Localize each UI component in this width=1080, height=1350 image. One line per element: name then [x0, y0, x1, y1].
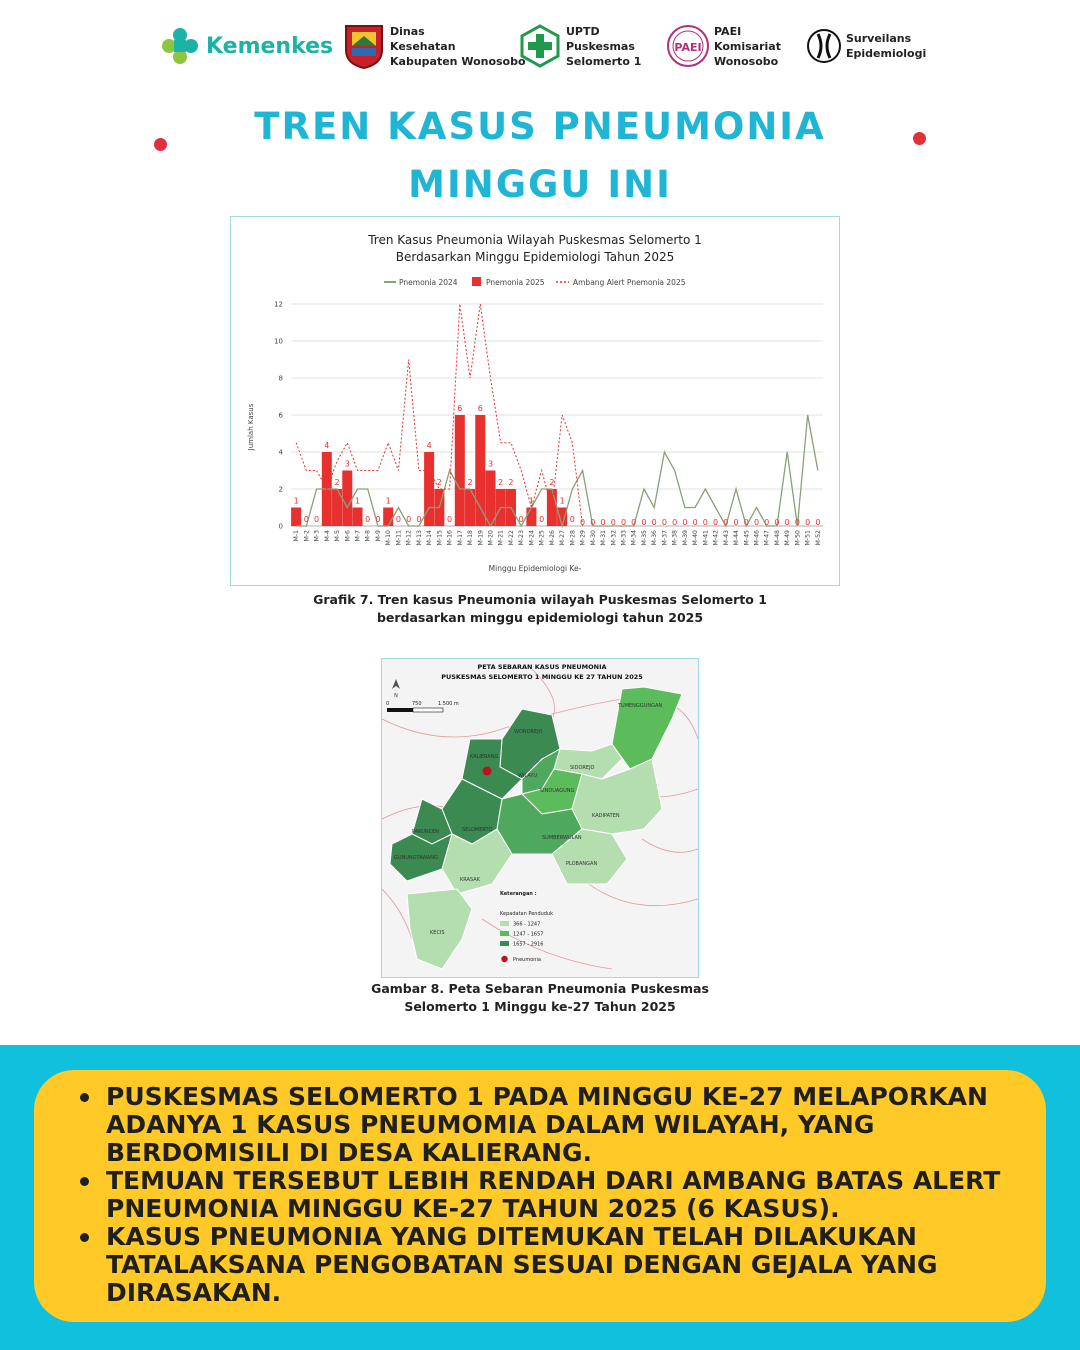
map-label-tumenggungan: TUMENGGUNGAN	[618, 703, 663, 709]
x-tick-M-20: M-20	[487, 530, 495, 546]
legend-label-alert: Ambang Alert Pnemonia 2025	[573, 278, 686, 287]
bar-M-24	[526, 508, 536, 527]
map-legend-low: 366 - 1247	[513, 921, 541, 928]
x-tick-M-19: M-19	[477, 530, 485, 546]
pneumonia-trend-chart	[231, 217, 839, 585]
data-label-M-19: 6	[477, 404, 483, 413]
x-tick-M-25: M-25	[538, 530, 546, 546]
data-label-M-47: 0	[764, 518, 770, 527]
bar-M-6	[342, 471, 352, 527]
data-label-M-2: 0	[303, 515, 309, 524]
bar-M-1	[291, 508, 301, 527]
map-label-sinduagung: SINDUAGUNG	[540, 788, 575, 794]
map-legend-case-dot	[501, 956, 507, 962]
data-label-M-38: 0	[672, 518, 678, 527]
data-label-M-9: 0	[375, 515, 381, 524]
x-tick-M-40: M-40	[692, 530, 700, 546]
data-label-M-1: 1	[293, 496, 299, 506]
map-caption	[0, 980, 1080, 1016]
chart-panel	[230, 216, 840, 586]
data-label-M-16: 0	[447, 515, 453, 524]
map-legend-swatch-mid	[500, 931, 509, 936]
data-label-M-23: 0	[518, 515, 524, 524]
x-tick-M-2: M-2	[303, 530, 311, 542]
page-title	[0, 98, 1080, 214]
surveilans-text	[846, 31, 926, 61]
x-tick-M-17: M-17	[456, 530, 464, 546]
data-label-M-25: 0	[539, 515, 545, 524]
map-label-krasak: KRASAK	[460, 877, 480, 883]
x-tick-M-41: M-41	[702, 530, 710, 546]
data-label-M-11: 0	[395, 515, 401, 524]
x-tick-M-23: M-23	[518, 530, 526, 546]
data-label-M-49: 0	[784, 518, 790, 527]
x-tick-M-11: M-11	[395, 530, 403, 546]
x-tick-M-3: M-3	[313, 530, 321, 542]
x-tick-M-12: M-12	[405, 530, 413, 546]
y-tick-6: 6	[278, 411, 283, 420]
data-label-M-32: 0	[610, 518, 616, 527]
x-tick-M-36: M-36	[651, 530, 659, 546]
data-label-M-15: 2	[436, 478, 442, 487]
x-tick-M-45: M-45	[743, 530, 751, 546]
x-tick-M-26: M-26	[548, 530, 556, 546]
x-tick-M-28: M-28	[569, 530, 577, 546]
x-tick-M-39: M-39	[681, 530, 689, 546]
map-legend-mid: 1247 - 1657	[513, 931, 544, 938]
x-tick-M-5: M-5	[334, 530, 342, 542]
data-label-M-14: 4	[426, 441, 432, 450]
x-tick-M-10: M-10	[385, 530, 393, 546]
uptd-line-1: UPTD	[566, 24, 600, 38]
bar-M-10	[383, 508, 393, 527]
data-label-M-52: 0	[815, 518, 821, 527]
dinas-line-2: Kesehatan	[390, 39, 456, 53]
logo-bar	[160, 18, 940, 78]
line-series-2024	[293, 415, 821, 527]
surveilans-line-1: Surveilans	[846, 32, 912, 45]
map-scale-0: 0	[386, 701, 390, 707]
map-label-gunungtawang: GUNUNGTAWANG	[394, 855, 438, 861]
data-label-M-18: 2	[467, 478, 473, 487]
x-tick-M-43: M-43	[722, 530, 730, 546]
data-label-M-46: 0	[753, 518, 760, 527]
data-label-M-35: 0	[641, 518, 647, 527]
x-tick-M-37: M-37	[661, 530, 669, 546]
y-tick-0: 0	[278, 522, 283, 531]
map-label-pakuncen: PAKUNCEN	[412, 829, 440, 835]
data-label-M-48: 0	[774, 518, 780, 527]
bar-M-19	[475, 415, 485, 526]
paei-text	[714, 24, 781, 69]
uptd-line-3: Selomerto 1	[566, 54, 642, 68]
data-label-M-8: 0	[365, 515, 371, 524]
map-legend-swatch-low	[500, 921, 509, 926]
map-legend-subtitle: Kepadatan Penduduk	[500, 911, 554, 917]
data-label-M-26: 2	[549, 478, 555, 487]
chart-caption-line-2: berdasarkan minggu epidemiologi tahun 2025	[376, 610, 704, 625]
x-tick-M-31: M-31	[600, 530, 608, 546]
x-tick-M-29: M-29	[579, 530, 587, 546]
x-tick-M-18: M-18	[467, 530, 475, 546]
data-label-M-43: 0	[723, 518, 729, 527]
data-label-M-42: 0	[713, 518, 719, 527]
data-label-M-10: 1	[385, 496, 391, 506]
x-tick-M-9: M-9	[374, 530, 382, 542]
data-label-M-36: 0	[651, 518, 657, 527]
paei-icon	[666, 24, 710, 68]
x-tick-M-30: M-30	[589, 530, 597, 546]
chart-caption	[0, 591, 1080, 627]
data-label-M-40: 0	[692, 518, 698, 527]
decor-dot-left	[154, 138, 167, 151]
map-legend-case-label: Pneumonia	[513, 957, 541, 963]
y-tick-8: 8	[278, 374, 283, 383]
x-tick-M-8: M-8	[364, 530, 372, 542]
data-label-M-5: 2	[334, 478, 340, 487]
chart-title-line-1: Tren Kasus Pneumonia Wilayah Puskesmas Selomerto 1	[368, 233, 702, 247]
chart-title-line-2: Berdasarkan Minggu Epidemiologi Tahun 2025	[395, 250, 675, 264]
map-legend-title: Keterangan :	[500, 891, 537, 897]
x-tick-M-16: M-16	[446, 530, 454, 546]
x-tick-M-33: M-33	[620, 530, 628, 546]
map-legend-swatch-high	[500, 941, 509, 946]
page-title-line-2: MINGGU INI	[408, 163, 672, 206]
x-tick-M-48: M-48	[773, 530, 781, 546]
puskesmas-icon	[520, 24, 560, 68]
wonosobo-crest-icon	[342, 22, 386, 70]
chart-x-ticks	[293, 530, 822, 546]
data-label-M-33: 0	[620, 518, 627, 527]
map-label-sidorejo: SIDOREJO	[570, 765, 595, 771]
map-scale-1500: 1.500 m	[438, 701, 459, 707]
y-tick-4: 4	[278, 448, 283, 457]
map-label-sumberwulan: SUMBERWULAN	[542, 835, 582, 841]
data-label-M-27: 1	[559, 496, 565, 506]
surveilans-logo	[806, 18, 926, 74]
dinas-line-1: Dinas	[390, 24, 425, 38]
data-label-M-41: 0	[702, 518, 708, 527]
paei-line-3: Wonosobo	[714, 54, 779, 68]
bar-M-20	[485, 471, 495, 527]
map-scale-bar-black	[387, 708, 413, 712]
chart-x-label: Minggu Epidemiologi Ke-	[488, 564, 582, 573]
map-title-line-2: PUSKESMAS SELOMERTO 1 MINGGU KE 27 TAHUN 2025	[441, 673, 643, 681]
data-label-M-24: 1	[528, 496, 534, 506]
paei-logo	[666, 18, 781, 74]
legend-swatch-2025	[472, 277, 481, 286]
data-label-M-28: 0	[569, 515, 575, 524]
bar-M-27	[557, 508, 567, 527]
dinas-text	[390, 24, 526, 69]
uptd-line-2: Puskesmas	[566, 39, 635, 53]
x-tick-M-44: M-44	[733, 530, 741, 546]
map-title-line-1: PETA SEBARAN KASUS PNEUMONIA	[477, 663, 607, 671]
map-case-dot	[483, 767, 492, 776]
x-tick-M-6: M-6	[344, 530, 352, 542]
legend-label-2024: Pnemonia 2024	[399, 278, 458, 287]
data-label-M-12: 0	[406, 515, 412, 524]
x-tick-M-13: M-13	[415, 530, 423, 546]
x-tick-M-51: M-51	[804, 530, 812, 546]
map-caption-line-1: Gambar 8. Peta Sebaran Pneumonia Puskesmas	[371, 981, 709, 996]
map-caption-line-2: Selomerto 1 Minggu ke-27 Tahun 2025	[404, 999, 676, 1014]
x-tick-M-15: M-15	[436, 530, 444, 546]
map-label-selomerto: SELOMERTO	[462, 827, 493, 833]
kemenkes-icon	[160, 26, 200, 66]
map-label-wonorejo: WONOREJO	[514, 729, 543, 735]
summary-list	[70, 1083, 1020, 1307]
data-label-M-4: 4	[324, 441, 330, 450]
page-title-line-1: TREN KASUS PNEUMONIA	[254, 105, 826, 148]
y-tick-2: 2	[278, 485, 283, 494]
summary-item-3: KASUS PNEUMONIA YANG DITEMUKAN TELAH DILAKUKAN TATALAKSANA PENGOBATAN SESUAI DENGAN GEJALA YANG DIRASAKAN.	[70, 1223, 1020, 1307]
paei-line-1: PAEI	[714, 24, 742, 38]
data-label-M-22: 2	[508, 478, 514, 487]
uptd-text	[566, 24, 641, 69]
map-north-label: N	[394, 693, 398, 699]
map-label-kecis: KECIS	[430, 930, 445, 936]
x-tick-M-32: M-32	[610, 530, 618, 546]
map-label-kadipaten: KADIPATEN	[592, 813, 620, 819]
x-tick-M-46: M-46	[753, 530, 761, 546]
y-tick-12: 12	[274, 300, 283, 309]
map-legend-high: 1657 - 2916	[513, 941, 544, 948]
data-label-M-3: 0	[314, 515, 320, 524]
kemenkes-logo	[160, 18, 333, 74]
summary-item-1: PUSKESMAS SELOMERTO 1 PADA MINGGU KE-27 MELAPORKAN ADANYA 1 KASUS PNEUMOMIA DALAM WILAYAH, YANG BERDOMISILI DI DESA KALIERANG.	[70, 1083, 1020, 1167]
x-tick-M-21: M-21	[497, 530, 505, 546]
data-label-M-31: 0	[600, 518, 606, 527]
surveilans-line-2: Epidemiologi	[846, 47, 927, 60]
data-label-M-34: 0	[631, 518, 637, 527]
kemenkes-label: Kemenkes	[206, 33, 334, 59]
x-tick-M-42: M-42	[712, 530, 720, 546]
dinas-logo	[342, 18, 526, 74]
data-label-M-50: 0	[794, 518, 800, 527]
bar-M-7	[352, 508, 362, 527]
map-scale-750: 750	[412, 701, 422, 707]
x-tick-M-38: M-38	[671, 530, 679, 546]
data-label-M-39: 0	[682, 518, 688, 527]
dinas-line-3: Kabupaten Wonosobo	[390, 54, 526, 68]
x-tick-M-34: M-34	[630, 530, 638, 546]
x-tick-M-27: M-27	[559, 530, 567, 546]
y-tick-10: 10	[274, 337, 283, 346]
data-label-M-45: 0	[743, 518, 749, 527]
legend-label-2025: Pnemonia 2025	[486, 278, 545, 287]
x-tick-M-14: M-14	[426, 530, 434, 546]
map-scale-bar-white	[413, 708, 443, 712]
data-label-M-7: 1	[354, 496, 361, 506]
data-label-M-44: 0	[733, 518, 739, 527]
map-label-plobangan: PLOBANGAN	[566, 861, 598, 867]
paei-mark: PAEI	[674, 41, 702, 54]
x-tick-M-47: M-47	[763, 530, 771, 546]
distribution-map	[381, 658, 699, 978]
map-label-wilayu: WILAYU	[518, 773, 538, 779]
x-tick-M-50: M-50	[794, 530, 802, 546]
chart-legend	[384, 277, 686, 287]
chart-bars	[291, 415, 567, 526]
data-label-M-29: 0	[580, 518, 586, 527]
chart-caption-line-1: Grafik 7. Tren kasus Pneumonia wilayah Puskesmas Selomerto 1	[313, 592, 767, 607]
map-svg	[382, 659, 698, 977]
x-tick-M-24: M-24	[528, 530, 536, 546]
surveilans-icon	[806, 24, 842, 68]
x-tick-M-7: M-7	[354, 530, 362, 542]
data-label-M-13: 0	[416, 515, 422, 524]
data-label-M-17: 6	[457, 404, 463, 413]
bar-M-17	[455, 415, 465, 526]
x-tick-M-1: M-1	[293, 530, 301, 542]
x-tick-M-22: M-22	[507, 530, 515, 546]
data-label-M-30: 0	[590, 518, 596, 527]
data-label-M-37: 0	[661, 518, 667, 527]
data-label-M-21: 2	[498, 478, 504, 487]
decor-dot-right	[913, 132, 926, 145]
chart-y-label: Jumlah Kasus	[247, 403, 255, 451]
summary-item-2: TEMUAN TERSEBUT LEBIH RENDAH DARI AMBANG BATAS ALERT PNEUMONIA MINGGU KE-27 TAHUN 2025 (6 KASUS).	[70, 1167, 1020, 1223]
x-tick-M-4: M-4	[323, 530, 331, 542]
map-label-kalierang: KALIERANG	[470, 754, 499, 760]
data-label-M-20: 3	[487, 459, 494, 469]
paei-line-2: Komisariat	[714, 39, 781, 53]
x-tick-M-52: M-52	[814, 530, 822, 546]
uptd-logo	[520, 18, 641, 74]
data-label-M-6: 3	[344, 459, 350, 469]
x-tick-M-35: M-35	[640, 530, 648, 546]
x-tick-M-49: M-49	[784, 530, 792, 546]
data-label-M-51: 0	[805, 518, 811, 527]
